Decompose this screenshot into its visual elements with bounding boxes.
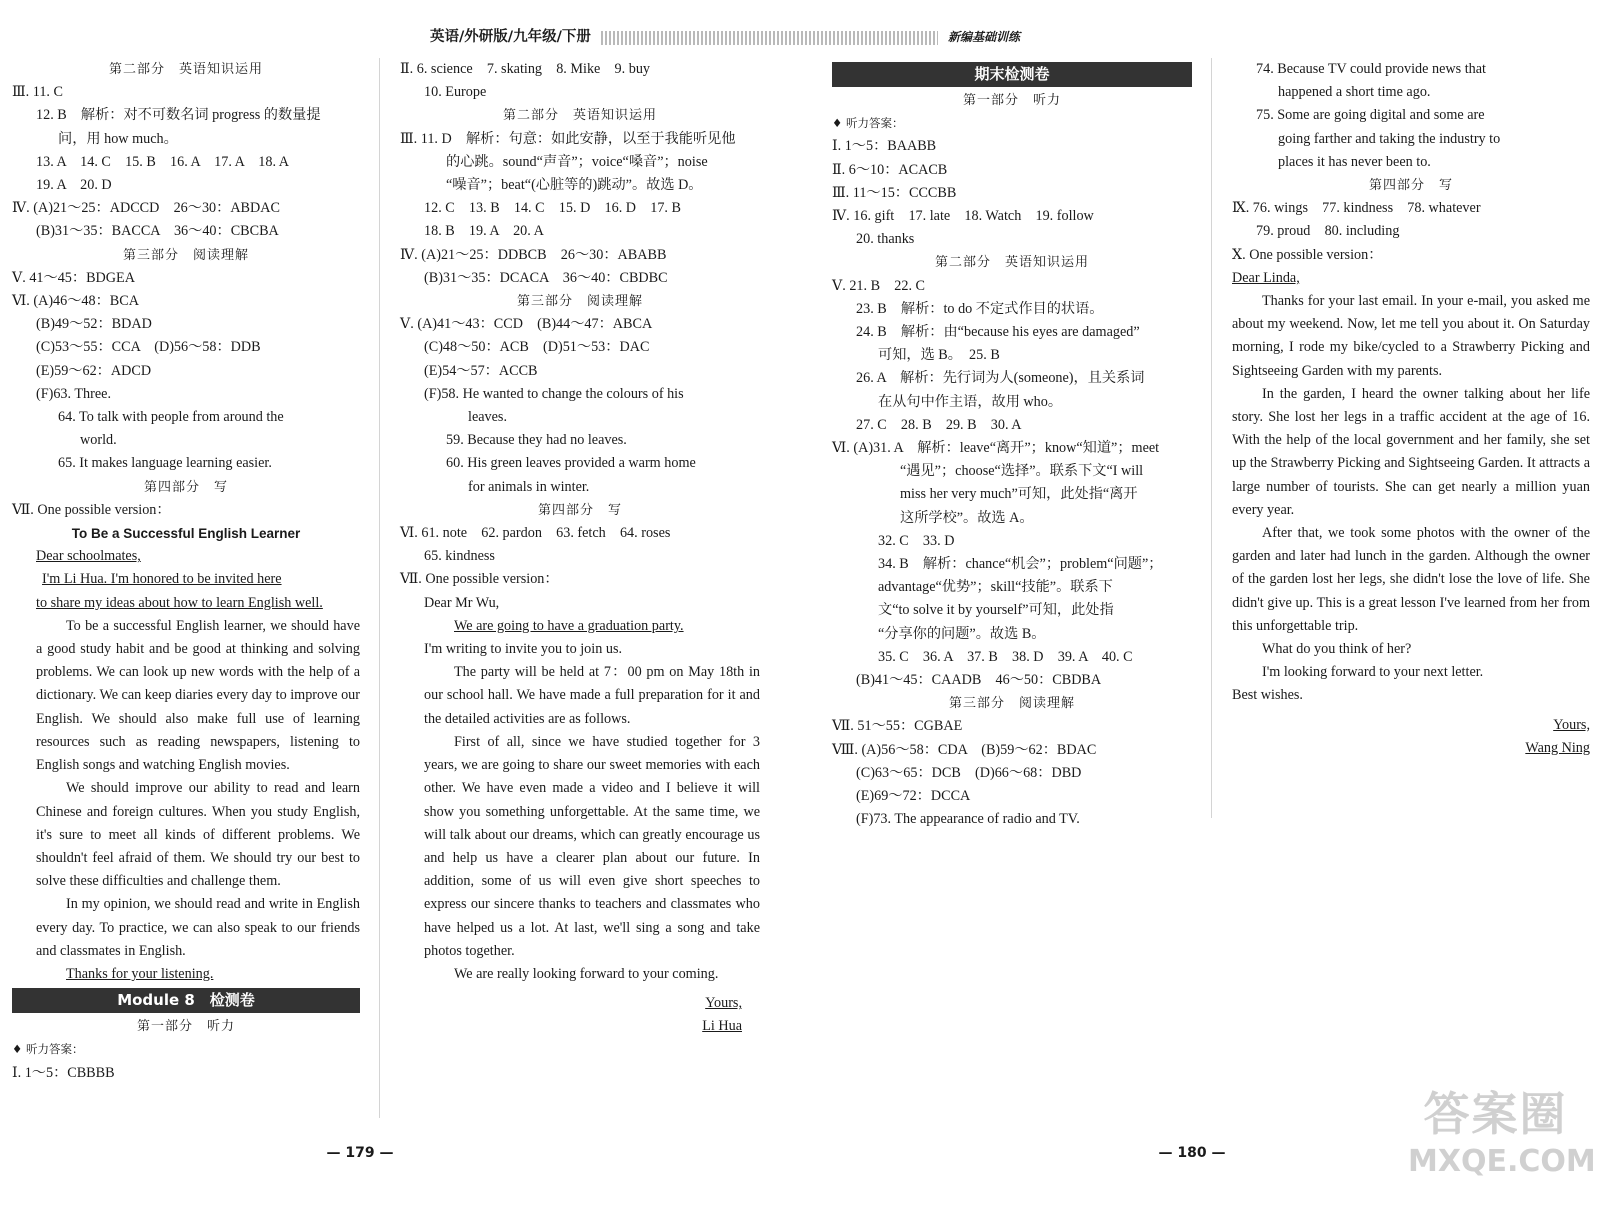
essay-paragraph: The party will be held at 7：00 pm on May 18th in our school hall. We have made a full preparation for it and the detailed activities are as follows. <box>424 664 760 727</box>
essay-underlined-text: We are going to have a graduation party. <box>454 617 684 634</box>
essay-underlined-text: Dear Linda, <box>1232 269 1300 286</box>
essay-sign-off: Yours, <box>705 995 742 1012</box>
answer-line: (B)41～45：CAADB 46～50：CBDBA <box>856 672 1102 689</box>
answer-line: (C)53～55：CCA (D)56～58：DDB <box>36 339 261 356</box>
answer-line: 64. To talk with people from around the <box>58 409 284 426</box>
answer-line: advantage“优势”；skill“技能”。联系下 <box>878 579 1113 596</box>
answer-line: “遇见”；choose“选择”。联系下文“I will <box>900 463 1144 480</box>
answer-line: 75. Some are going digital and some are <box>1256 107 1485 124</box>
section-heading: 第二部分 英语知识运用 <box>934 255 1089 271</box>
essay-sign-off: Yours, <box>1553 716 1590 733</box>
essay-underlined-text: to share my ideas about how to learn English well. <box>36 594 323 611</box>
answer-line: places it has never been to. <box>1278 153 1431 170</box>
essay-salutation <box>1232 267 1590 290</box>
section-heading: 第四部分 写 <box>537 502 622 518</box>
section-heading: 第三部分 阅读理解 <box>948 696 1075 712</box>
answer-line: Ⅴ. 21. B 22. C <box>832 277 926 294</box>
essay-closing: Best wishes. <box>1232 687 1303 704</box>
answer-line: Ⅲ. 11～15：CCCBB <box>832 184 957 201</box>
essay-paragraph: We should improve our ability to read and learn Chinese and foreign cultures. When you study English, it's sure to meet all kinds of different problems. We shouldn't feel afraid of them. We should try our best to solve these difficulties and challenge them. <box>36 780 360 890</box>
answer-line: 问，用 how much。 <box>58 130 178 147</box>
answer-line: Ⅹ. One possible version： <box>1232 246 1383 263</box>
essay-underlined-text: Thanks for your listening. <box>66 965 214 982</box>
answer-line: 文“to solve it by yourself”可知，此处指 <box>878 602 1114 619</box>
answer-line: Ⅶ. One possible version： <box>400 571 559 588</box>
answer-line: Ⅷ. (A)56～58：CDA (B)59～62：BDAC <box>832 741 1097 758</box>
answer-line: 18. B 19. A 20. A <box>424 223 544 240</box>
site-watermark <box>1408 1085 1596 1200</box>
answer-line: 在从句中作主语，故用 who。 <box>878 393 1063 410</box>
section-heading: 第三部分 阅读理解 <box>516 294 643 310</box>
answer-line: 12. B 解析：对不可数名词 progress 的数量提 <box>36 107 321 124</box>
essay-line: I'm looking forward to your next letter. <box>1262 664 1484 681</box>
answer-line: Ⅶ. One possible version： <box>12 501 171 518</box>
answer-line: (E)59～62：ADCD <box>36 362 152 379</box>
answer-line: (F)73. The appearance of radio and TV. <box>856 811 1080 828</box>
answer-line: (F)63. Three. <box>36 385 111 402</box>
answer-line: 34. B 解析：chance“机会”；problem“问题”； <box>878 556 1163 573</box>
section-heading: 第一部分 听力 <box>962 93 1061 108</box>
answer-line: 12. C 13. B 14. C 15. D 16. D 17. B <box>424 200 681 217</box>
answer-line: going farther and taking the industry to <box>1278 130 1501 147</box>
listening-answers-label: ♦ 听力答案： <box>12 1042 84 1057</box>
answer-line: 65. It makes language learning easier. <box>58 455 272 472</box>
running-header <box>430 25 1020 51</box>
answer-line: 27. C 28. B 29. B 30. A <box>856 416 1022 433</box>
essay-paragraph: In the garden, I heard the owner talking about her life story. She lost her legs in a traffic accident at the age of 16. With the help of the local government and her family, she set up the Strawberry Picking and Sightseeing Garden. It attracts a large number of tourists. She can get nearly a million yuan every year. <box>1232 385 1590 518</box>
essay-line: I'm writing to invite you to join us. <box>424 641 623 658</box>
answer-line: (E)54～57：ACCB <box>424 362 538 379</box>
answer-line: 59. Because they had no leaves. <box>446 432 627 449</box>
answer-line: “噪音”；beat“(心脏等的)跳动”。故选 D。 <box>446 177 703 194</box>
section-heading: 第四部分 写 <box>1368 178 1453 194</box>
answer-line: (B)49～52：BDAD <box>36 316 152 333</box>
answer-line: Ⅲ. 11. D 解析：句意：如此安静，以至于我能听见他 <box>400 130 736 147</box>
answer-line: (C)63～65：DCB (D)66～68：DBD <box>856 764 1082 781</box>
answer-line: happened a short time ago. <box>1278 84 1431 101</box>
column-divider <box>1211 58 1212 818</box>
answer-line: Ⅵ. 61. note 62. pardon 63. fetch 64. roses <box>400 525 671 542</box>
listening-answers-label: ♦ 听力答案： <box>832 116 904 131</box>
answer-column-4 <box>1232 58 1590 760</box>
answer-line: Ⅵ. (A)31. A 解析：leave“离开”；know“知道”；meet <box>832 440 1160 457</box>
answer-line: 的心跳。sound“声音”；voice“嗓音”；noise <box>446 153 708 170</box>
answer-line: (C)48～50：ACB (D)51～53：DAC <box>424 339 650 356</box>
answer-line: (F)58. He wanted to change the colours of his <box>424 385 684 402</box>
essay-signature: Wang Ning <box>1525 739 1590 756</box>
answer-line: “分享你的问题”。故选 B。 <box>878 625 1046 642</box>
answer-line: 35. C 36. A 37. B 38. D 39. A 40. C <box>878 648 1133 665</box>
answer-line: 这所学校”。故选 A。 <box>900 509 1034 526</box>
answer-line: 60. His green leaves provided a warm home <box>446 455 696 472</box>
answer-line: Ⅲ. 11. C <box>12 84 63 101</box>
section-heading: 第三部分 阅读理解 <box>122 247 249 263</box>
answer-line: 26. A 解析：先行词为人(someone)，且关系词 <box>856 370 1145 387</box>
answer-line: 65. kindness <box>424 548 495 565</box>
answer-line: Ⅶ. 51～55：CGBAE <box>832 718 963 735</box>
essay-line: What do you think of her? <box>1262 641 1412 658</box>
answer-line: 10. Europe <box>424 84 487 101</box>
answer-line: Ⅱ. 6～10：ACACB <box>832 161 948 178</box>
answer-line: Ⅵ. (A)46～48：BCA <box>12 293 139 310</box>
answer-line: 13. A 14. C 15. B 16. A 17. A 18. A <box>36 153 290 170</box>
column-divider <box>379 58 380 1118</box>
module-8-banner: Module 8 检测卷 <box>12 988 360 1013</box>
answer-line: Ⅰ. 1～5：CBBBB <box>12 1064 115 1081</box>
answer-line: world. <box>80 432 117 449</box>
essay-paragraph: First of all, since we have studied together for 3 years, we are going to share our sweet memories with each other. We have even made a video and I believe it will show you something unforgettable. At the same time, we will talk about our dreams, which can greatly encourage us and help us have a clearer plan about our future. In addition, some of us will even give short speeches to express our sincere thanks to teachers and classmates who have helped us a lot. At last, we'll sing a song and take photos together. <box>424 733 760 959</box>
essay-closing <box>12 963 360 986</box>
essay-salutation: Dear schoolmates, <box>36 548 141 565</box>
essay-paragraph: In my opinion, we should read and write in English every day. To practice, we can also speak to our friends and classmates in English. <box>36 896 360 959</box>
book-title: 英语/外研版/九年级/下册 <box>430 29 591 46</box>
answer-line: (B)31～35：BACCA 36～40：CBCBA <box>36 223 279 240</box>
answer-column-3 <box>832 58 1192 832</box>
page-number-right: — 180 — <box>1158 1145 1226 1161</box>
section-heading: 第一部分 听力 <box>136 1019 235 1035</box>
essay-paragraph: We are really looking forward to your coming. <box>454 965 719 982</box>
answer-line: 79. proud 80. including <box>1256 223 1400 240</box>
answer-line: 24. B 解析：由“because his eyes are damaged” <box>856 324 1140 341</box>
answer-line: miss her very much”可知，此处指“离开 <box>900 486 1138 503</box>
answer-line: (E)69～72：DCCA <box>856 788 971 805</box>
answer-line: 32. C 33. D <box>878 532 955 549</box>
answer-line: Ⅴ. 41～45：BDGEA <box>12 269 135 286</box>
answer-line: (B)31～35：DCACA 36～40：CBDBC <box>424 269 668 286</box>
answer-line: 可知，选 B。 25. B <box>878 347 1000 364</box>
essay-paragraph: To be a successful English learner, we should have a good study habit and be good at thinking and solving problems. We can look up new words with the help of a dictionary. We can keep diaries every day to improve our English. We should also make full use of learning resources such as reading newspapers, listening to English songs and watching English movies. <box>36 617 360 774</box>
header-dot-rule <box>601 31 938 45</box>
final-exam-banner: 期末检测卷 <box>832 62 1192 87</box>
answer-line: Ⅳ. (A)21～25：ADCCD 26～30：ABDAC <box>12 200 280 217</box>
answer-line: Ⅱ. 6. science 7. skating 8. Mike 9. buy <box>400 61 651 77</box>
answer-line: Ⅸ. 76. wings 77. kindness 78. whatever <box>1232 200 1481 217</box>
essay-title: To Be a Successful English Learner <box>71 526 301 542</box>
section-heading: 第二部分 英语知识运用 <box>502 108 657 124</box>
answer-column-2 <box>400 58 760 1039</box>
essay-line <box>12 568 360 591</box>
watermark-url: MXQE.COM <box>1408 1144 1596 1179</box>
answer-line: 20. thanks <box>856 231 915 248</box>
essay-line <box>400 615 760 638</box>
answer-line: Ⅳ. 16. gift 17. late 18. Watch 19. follow <box>832 208 1094 225</box>
page-number-left: — 179 — <box>326 1145 394 1161</box>
answer-line: 19. A 20. D <box>36 177 112 194</box>
answer-line: for animals in winter. <box>468 478 590 495</box>
answer-line: Ⅳ. (A)21～25：DDBCB 26～30：ABABB <box>400 246 667 263</box>
answer-line: leaves. <box>468 409 507 426</box>
essay-signature: Li Hua <box>702 1018 742 1035</box>
essay-paragraph: After that, we took some photos with the owner of the garden and later had lunch in the garden. Although the owner of the garden lost her legs, she didn't lose the love of life. She didn't give up. This is a great lesson I've learned from her from this unforgettable trip. <box>1232 525 1590 634</box>
answer-line: 74. Because TV could provide news that <box>1256 61 1486 77</box>
essay-underlined-text: I'm Li Hua. I'm honored to be invited here <box>42 571 282 588</box>
series-brand: 新编基础训练 <box>947 30 1020 45</box>
essay-salutation: Dear Mr Wu, <box>424 594 500 611</box>
section-heading: 第四部分 写 <box>143 479 228 495</box>
answer-column-1 <box>12 58 360 1085</box>
watermark-logo-text: 答案圈 <box>1423 1087 1568 1141</box>
essay-paragraph: Thanks for your last email. In your e-mail, you asked me about my weekend. Now, let me tell you about it. On Saturday morning, I rode my bike/cycled to a Strawberry Picking and Sightseeing Garden with my parents. <box>1232 293 1590 379</box>
answer-line: 23. B 解析：to do 不定式作目的状语。 <box>856 300 1104 317</box>
answer-line: Ⅰ. 1～5：BAABB <box>832 138 937 155</box>
section-heading: 第二部分 英语知识运用 <box>108 62 263 77</box>
essay-line <box>12 592 360 615</box>
answer-line: Ⅴ. (A)41～43：CCD (B)44～47：ABCA <box>400 316 653 333</box>
